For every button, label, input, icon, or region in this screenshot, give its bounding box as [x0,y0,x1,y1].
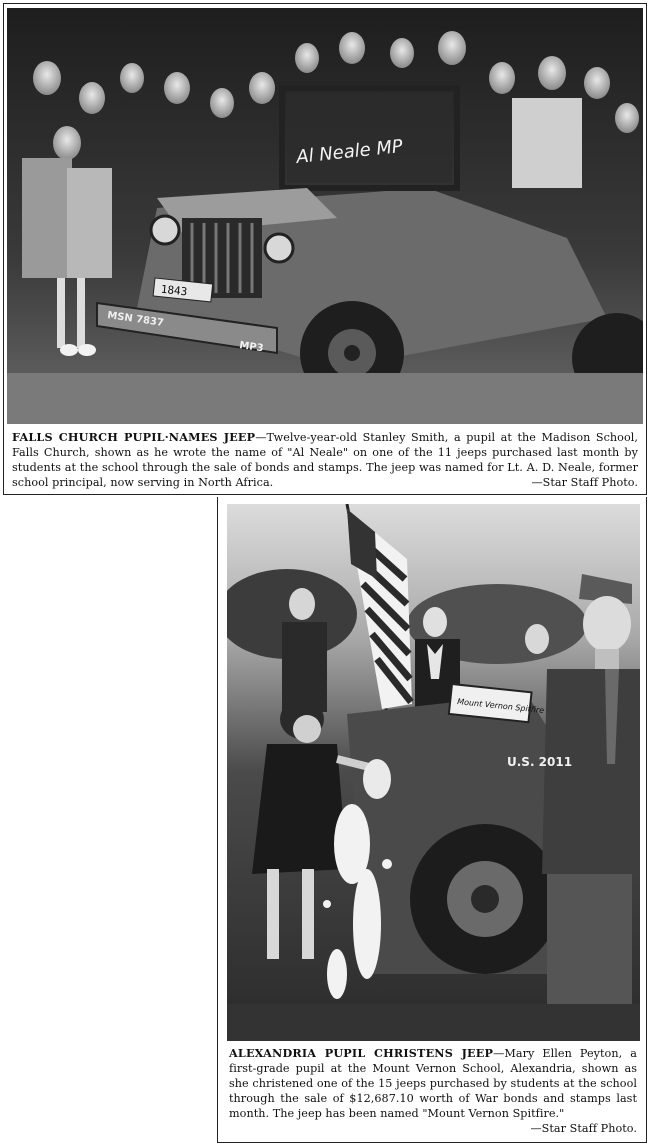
jeep-hood-lettering: U.S. 2011 [507,755,573,769]
story2-headline: ALEXANDRIA PUPIL CHRISTENS JEEP [229,1046,494,1060]
alexandria-jeep-illustration [227,504,640,1041]
falls-church-jeep-photo [7,8,643,424]
bumper-left-lettering: MSN 7837 [106,310,165,329]
boy-face-right [525,624,549,654]
alexandria-jeep-photo [227,504,640,1041]
headlight-left [151,216,179,244]
ground [7,373,643,424]
story1-body: —Twelve-year-old Stanley Smith, a pupil at the Madison School, Falls Church, shown as he wrote the name of "Al Neale" on one of the 11 jeeps purchased last month by students at the school through the sale of bonds and stamps. The jeep was named for Lt. A. D. Neale, former school principal, now serving in North Africa. [12,431,638,489]
falls-church-jeep-illustration [7,8,643,424]
spitfire-sign-text: Mount Vernon Spitfire [456,697,545,716]
story1-headline: FALLS CHURCH PUPIL·NAMES JEEP [12,430,256,444]
headlight-right [265,234,293,262]
bumper-right-lettering: MP3 [238,340,265,355]
story1-caption [12,430,638,490]
story2-caption [229,1046,637,1136]
boy-face-center [423,607,447,637]
ground [227,1004,640,1041]
windshield-lettering: Al Neale MP [295,135,404,168]
license-plate-text: 1843 [160,282,188,299]
story2-credit: —Star Staff Photo. [530,1122,637,1135]
story1-credit: —Star Staff Photo. [531,476,638,489]
story2-body: —Mary Ellen Peyton, a first-grade pupil at the Mount Vernon School, Alexandria, shown as she christened one of the 15 jeeps purchased by students at the school through the sale of $12,687.10 worth of War bonds and stamps last month. The jeep has been named "Mount Vernon Spitfire." [229,1047,637,1120]
boy-right [512,98,582,188]
boy-face-left [289,588,315,620]
